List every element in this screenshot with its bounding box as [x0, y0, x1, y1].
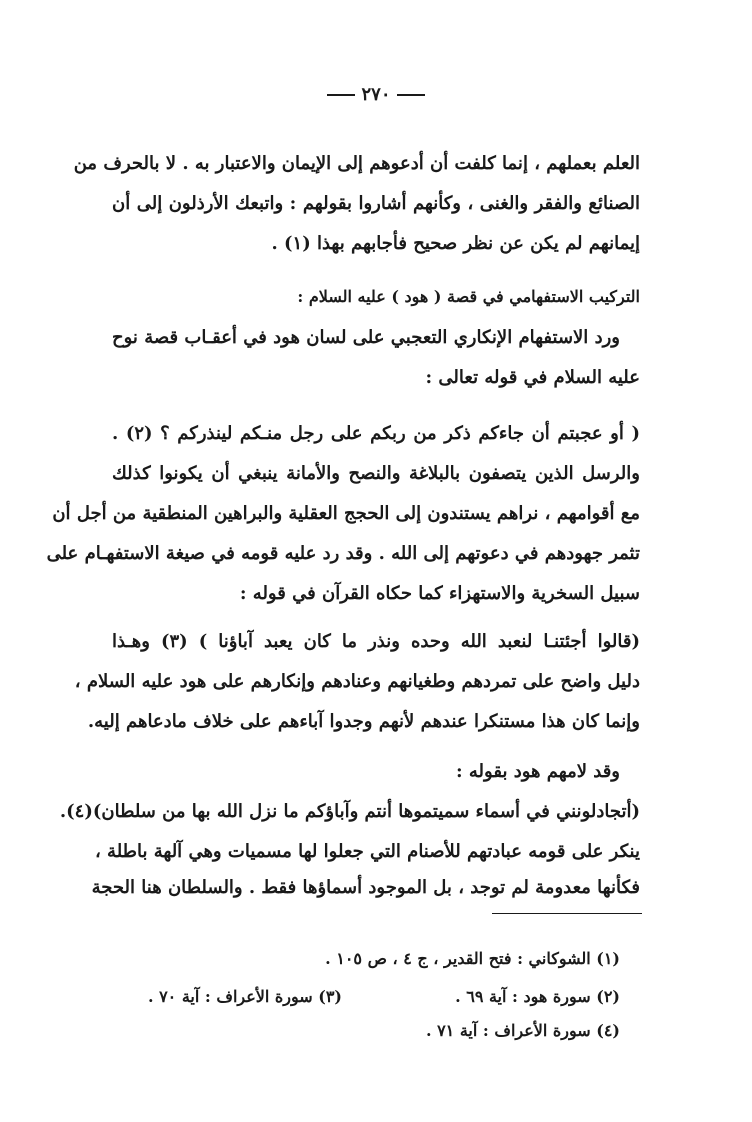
body-line-2: الصنائع والفقر والغنى ، وكأنهم أشاروا بقولهم : واتبعك الأرذلون إلى أن	[112, 193, 640, 214]
page-number-dash-right	[327, 94, 355, 96]
para2-line-2: عليه السلام في قوله تعالى :	[425, 367, 640, 388]
footnote-3: (٣) سورة الأعراف : آية ٧٠ .	[147, 987, 342, 1006]
footnote-2: (٢) سورة هود : آية ٦٩ .	[455, 987, 620, 1006]
footnote-1: (١) الشوكاني : فتح القدير ، ج ٤ ، ص ١٠٥ .	[325, 949, 620, 968]
para3-line-1: والرسل الذين يتصفون بالبلاغة والنصح والأمانة ينبغي أن يكونوا كذلك	[112, 463, 640, 484]
para4-line-1: دليل واضح على تمردهم وطغيانهم وعنادهم وإنكارهم على هود عليه السلام ،	[74, 671, 640, 692]
para4-line-2: وإنما كان هذا مستنكرا عندهم لأنهم وجدوا آباءهم على خلاف مادعاهم إليه.	[87, 711, 640, 732]
para5-line: وقد لامهم هود بقوله :	[456, 761, 620, 782]
body-line-1: العلم بعملهم ، إنما كلفت أن أدعوهم إلى الإيمان والاعتبار به . لا بالحرف من	[73, 153, 640, 174]
para3-line-3: تثمر جهودهم في دعوتهم إلى الله . وقد رد عليه قومه في صيغة الاستفهـام على	[46, 543, 640, 564]
body-line-3: إيمانهم لم يكن عن نظر صحيح فأجابهم بهذا (١) .	[271, 233, 640, 254]
para3-line-4: سبيل السخرية والاستهزاء كما حكاه القرآن في قوله :	[239, 583, 640, 604]
footnote-separator	[492, 913, 642, 914]
page-number	[0, 84, 752, 105]
page-number-text: ٢٧٠	[361, 84, 391, 105]
para6-line-1: ينكر على قومه عبادتهم للأصنام التي جعلوا لها مسميات وهي آلهة باطلة ،	[94, 841, 640, 862]
para6-line-2: فكأنها معدومة لم توجد ، بل الموجود أسماؤها فقط . والسلطان هنا الحجة	[91, 877, 640, 898]
section-heading: التركيب الاستفهامي في قصة ( هود ) عليه السلام :	[297, 287, 640, 306]
footnote-4: (٤) سورة الأعراف : آية ٧١ .	[425, 1021, 620, 1040]
page-number-dash-left	[397, 94, 425, 96]
para3-line-2: مع أقوامهم ، نراهم يستندون إلى الحجج العقلية والبراهين المنطقية من أجل أن	[52, 503, 640, 524]
quote-2: (قالوا أجئتنـا لنعبد الله وحده ونذر ما كان يعبد آباؤنا ) (٣) وهـذا	[112, 631, 640, 652]
quote-3: (أتجادلونني في أسماء سميتموها أنتم وآباؤكم ما نزل الله بها من سلطان)(٤).	[59, 801, 640, 822]
para2-line-1: ورد الاستفهام الإنكاري التعجبي على لسان هود في أعقـاب قصة نوح	[112, 327, 620, 348]
quote-1: ( أو عجبتم أن جاءكم ذكر من ربكم على رجل منـكم لينذركم ؟ (٢) .	[112, 423, 640, 444]
